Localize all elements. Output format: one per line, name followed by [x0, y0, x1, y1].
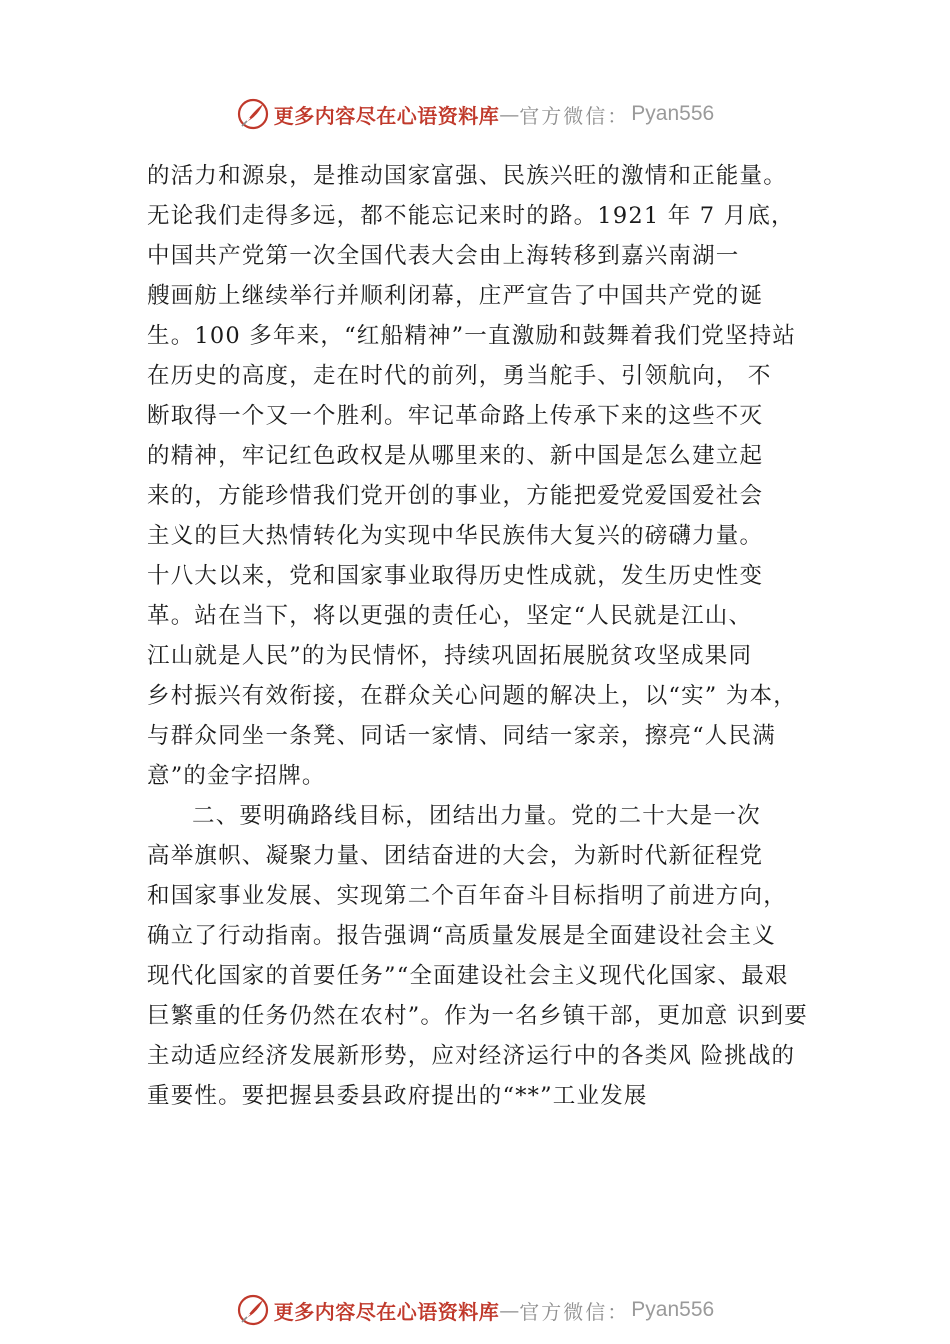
- text-line: 艘画舫上继续举行并顺利闭幕，庄严宣告了中国共产党的诞: [147, 283, 764, 309]
- text-line: 巨繁重的任务仍然在农村”。作为一名乡镇干部，更加意 识到要: [147, 1003, 808, 1029]
- text-line: 的精神，牢记红色政权是从哪里来的、新中国是怎么建立起: [147, 443, 764, 469]
- watermark-wechat-id: Pyan556: [631, 102, 715, 125]
- watermark-main-text: 更多内容尽在心语资料库: [273, 1299, 500, 1324]
- watermark-wechat-label: 官方微信：: [519, 103, 630, 128]
- watermark-wechat-label: 官方微信：: [519, 1299, 630, 1324]
- text-line: 中国共产党第一次全国代表大会由上海转移到嘉兴南湖一: [147, 243, 740, 269]
- section-heading-line: 二、要明确路线目标，团结出力量。党的二十大是一次: [192, 803, 761, 829]
- text-line: 主动适应经济发展新形势，应对经济运行中的各类风 险挑战的: [147, 1043, 796, 1069]
- text-line: 在历史的高度，走在时代的前列，勇当舵手、引领航向， 不: [147, 363, 772, 389]
- text-line: 断取得一个又一个胜利。牢记革命路上传承下来的这些不灭: [147, 403, 764, 429]
- text-line: 和国家事业发展、实现第二个百年奋斗目标指明了前进方向，: [147, 883, 787, 909]
- text-line: 现代化国家的首要任务”“全面建设社会主义现代化国家、最艰: [147, 963, 789, 989]
- text-line: 重要性。要把握县委县政府提出的“**”工业发展: [147, 1083, 648, 1109]
- watermark-wechat-id: Pyan556: [631, 1298, 715, 1321]
- text-line: 无论我们走得多远，都不能忘记来时的路。1921 年 7 月底，: [147, 203, 795, 229]
- watermark-separator: —: [499, 1298, 520, 1322]
- quill-logo-icon: [236, 97, 270, 131]
- text-line: 十八大以来，党和国家事业取得历史性成就，发生历史性变: [147, 563, 764, 589]
- text-line: 革。站在当下，将以更强的责任心，坚定“人民就是江山、: [147, 603, 753, 629]
- footer-watermark: [0, 1290, 950, 1330]
- text-line: 确立了行动指南。报告强调“高质量发展是全面建设社会主义: [147, 923, 776, 949]
- quill-logo-icon: [236, 1293, 270, 1327]
- watermark-separator: —: [499, 102, 520, 126]
- header-watermark: [0, 94, 950, 134]
- text-line: 主义的巨大热情转化为实现中华民族伟大复兴的磅礴力量。: [147, 523, 764, 549]
- text-line: 乡村振兴有效衔接，在群众关心问题的解决上，以“实” 为本，: [147, 683, 797, 709]
- text-line: 来的，方能珍惜我们党开创的事业，方能把爱党爱国爱社会: [147, 483, 764, 509]
- watermark-main-text: 更多内容尽在心语资料库: [273, 103, 500, 128]
- text-line: 高举旗帜、凝聚力量、团结奋进的大会，为新时代新征程党: [147, 843, 764, 869]
- text-line: 与群众同坐一条凳、同话一家情、同结一家亲，擦亮“人民满: [147, 723, 776, 749]
- text-line: 生。100 多年来，“红船精神”一直激励和鼓舞着我们党坚持站: [147, 323, 797, 349]
- text-line: 意”的金字招牌。: [147, 763, 326, 789]
- document-body: [147, 156, 837, 1116]
- text-line: 江山就是人民”的为民情怀，持续巩固拓展脱贫攻坚成果同: [147, 643, 753, 669]
- text-line: 的活力和源泉，是推动国家富强、民族兴旺的激情和正能量。: [147, 163, 787, 189]
